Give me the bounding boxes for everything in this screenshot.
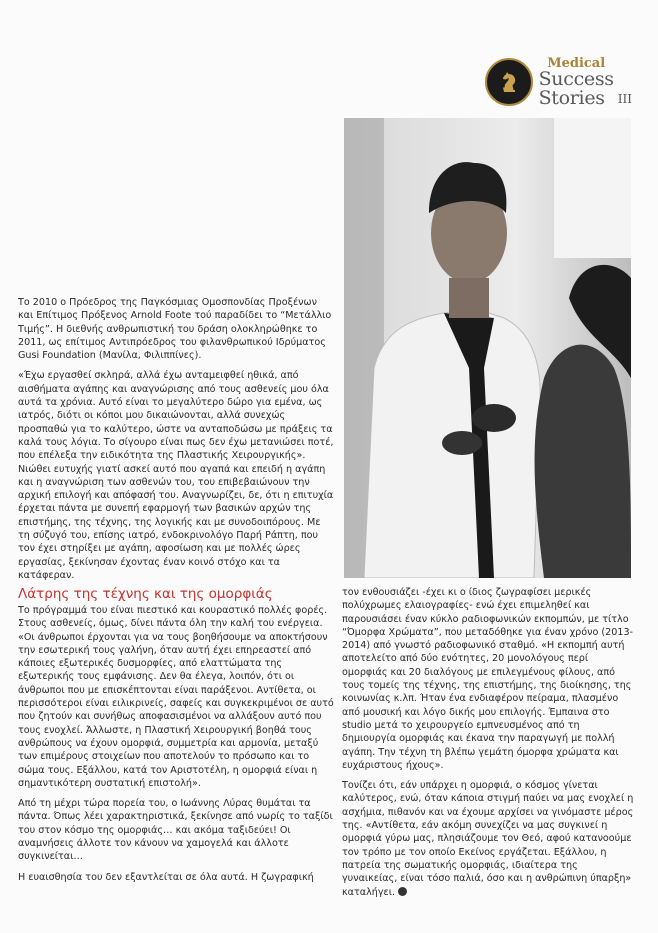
end-mark-icon [398, 887, 407, 896]
volume-number: III [617, 92, 632, 106]
section-right-column [342, 586, 634, 906]
knight-chess-logo-icon [485, 58, 533, 106]
brand-header [485, 54, 632, 110]
section-paragraph-final [342, 779, 634, 899]
brand-wordmark [539, 57, 614, 108]
brand-success: Success [538, 67, 614, 90]
intro-column [18, 296, 334, 589]
portrait-photo [344, 118, 631, 578]
final-text: Τονίζει ότι, εάν υπάρχει η ομορφιά, ο κόσμος γίνεται καλύτερος, ενώ, όταν κάποια στιγμή παύει να μας ενοχλεί η ασχήμια, πιθανόν και να έχουμε αρχίσει να γινόμαστε μέρος της. «Αντίθετα, εάν ακόμη συνεχίζει να μας συγκινεί η ομορφιά γύρω μας, πλησιάζουμε τον Θεό, αφού κατανοούμε τον τρόπο με τον οποίο Εκείνος εργάζεται. Εξάλλου, η πατρεία της σωματικής ομορφιάς, ιδιαίτερα της γυναικείας, είναι τόσο παλιά, όσο και η ανθρώπινη ύπαρξη» καταλήγει. [342, 780, 634, 898]
section-paragraph: Η ευαισθησία του δεν εξαντλείται σε όλα αυτά. Η ζωγραφική [18, 871, 314, 883]
intro-paragraph: Το 2010 ο Πρόεδρος της Παγκόσμιας Ομοσπονδίας Προξένων και Επίτιμος Πρόξενος Arnold Foote τού παραδίδει το “Μετάλλιο Τιμής”. Η διεθνής ανθρωπιστική του δράση ολοκληρώθηκε το 2011, ως επίτιμος Αντιπρόεδρος του φιλανθρωπικού Ιδρύματος Gusi Foundation (Μανίλα, Φιλιππίνες). [18, 297, 332, 362]
section-heading: Λάτρης της τέχνης και της ομορφιάς [18, 586, 273, 602]
section-left-column [18, 586, 334, 891]
brand-medical: Medical [547, 55, 606, 71]
section-paragraph: τον ενθουσιάζει -έχει κι ο ίδιος ζωγραφίσει μερικές πολύχρωμες ελαιογραφίες- ενώ έχει επιμεληθεί και παρουσιάσει έναν κύκλο ραδιοφωνικών εκπομπών, με τίτλο “Όμορφα Χρώματα”, που μεταδόθηκε για έναν χρόνο (2013-2014) από γνωστό ραδιοφωνικό σταθμό. «Η εκπομπή αυτή αποτελείτο από δύο ενότητες, 20 μονολόγους περί ομορφιάς και 20 διαλόγους με επιλεγμένους φίλους, από τους τομείς της τέχνης, της επιστήμης, της διοίκησης, της κοινωνίας κ.λπ. Ήταν ένα ενδιαφέρον πείραμα, πλασμένο από μουσική και λόγο δικής μου επιλογής. Έμπαινα στο studio μετά το χειρουργείο εμπνευσμένος από τη δημιουργία ομορφιάς και έκανα την παραγωγή με πολλή αγάπη. Την τέχνη τη βλέπω γεμάτη όμορφα χρώματα και ευχάριστους ήχους». [342, 587, 634, 771]
intro-quote-paragraph: «Έχω εργασθεί σκληρά, αλλά έχω ανταμειφθεί ηθικά, από αισθήματα αγάπης και αναγνώρισης από τους ασθενείς μου όλα αυτά τα χρόνια. Αυτό είναι το μεγαλύτερο δώρο για εμένα, ως ιατρός, διότι οι κόποι μου δικαιώνονται, αλλά συνεχώς προσπαθώ για το καλύτερο, ώστε να ανταποδώσω με πράξεις τα καλά τους λόγια. Το σίγουρο είναι πως δεν έχω μετανιώσει ποτέ, που επέλεξα την ειδικότητα της Πλαστικής Χειρουργικής». Νιώθει ευτυχής γιατί ασκεί αυτό που αγαπά και επειδή η αγάπη και η αναγνώριση των ασθενών του, του επιβεβαιώνουν την αρχική επιλογή και απόφασή του. Αναγνωρίζει, δε, ότι η επιτυχία έρχεται πάντα με συνεπή εφαρμογή των βασικών αρχών της επιστήμης, της τέχνης, της λογικής και με συνοδοιπόρους. Με τη σύζυγό του, επίσης ιατρό, ενδοκρινολόγο Παρή Ράπτη, που τον έχει στηρίξει με αγάπη, αφοσίωση και με πολλές ώρες εργασίας, ξεκίνησαν έχοντας έναν κοινό στόχο και τα κατάφεραν. [18, 370, 334, 581]
section-paragraph: Το πρόγραμμά του είναι πιεστικό και κουραστικό πολλές φορές. Στους ασθενείς, όμως, δίνει πάντα όλη την καλή του ενέργεια. «Οι άνθρωποι έρχονται για να τους βοηθήσουμε να αποκτήσουν την εσωτερική τους γαλήνη, όταν αυτή έχει επηρεαστεί από κάποιες εξωτερικές δυσμορφίες, από ελαττώματα της εξωτερικής τους εμφάνισης. Δεν θα έλεγα, λοιπόν, ότι οι άνθρωποι που με επισκέπτονται είναι παράξενοι. Αντίθετα, οι περισσότεροι είναι ειλικρινείς, σαφείς και συγκεκριμένοι σε αυτό που ζητούν και συνήθως αποφασισμένοι να αλλάξουν αυτό που τους ενοχλεί. Άλλωστε, η Πλαστική Χειρουργική βοηθά τους ανθρώπους να έχουν ομορφιά, συμμετρία και αρμονία, μεταξύ των επιμέρους στοιχείων που αποτελούν το πρόσωπο και το σώμα τους. Εξάλλου, κατά τον Αριστοτέλη, η ομορφιά είναι η σημαντικότερη συστατική επιστολή». [18, 605, 334, 789]
section-paragraph: Από τη μέχρι τώρα πορεία του, ο Ιωάννης Λύρας θυμάται τα πάντα. Όπως λέει χαρακτηριστικά, ξεκίνησε από νωρίς το ταξίδι του στον κόσμο της ομορφιάς… και ακόμα ταξιδεύει! Οι αναμνήσεις άλλοτε τον κάνουν να χαμογελά και άλλοτε συγκινείται… [18, 798, 333, 863]
brand-stories: Stories [538, 86, 605, 109]
